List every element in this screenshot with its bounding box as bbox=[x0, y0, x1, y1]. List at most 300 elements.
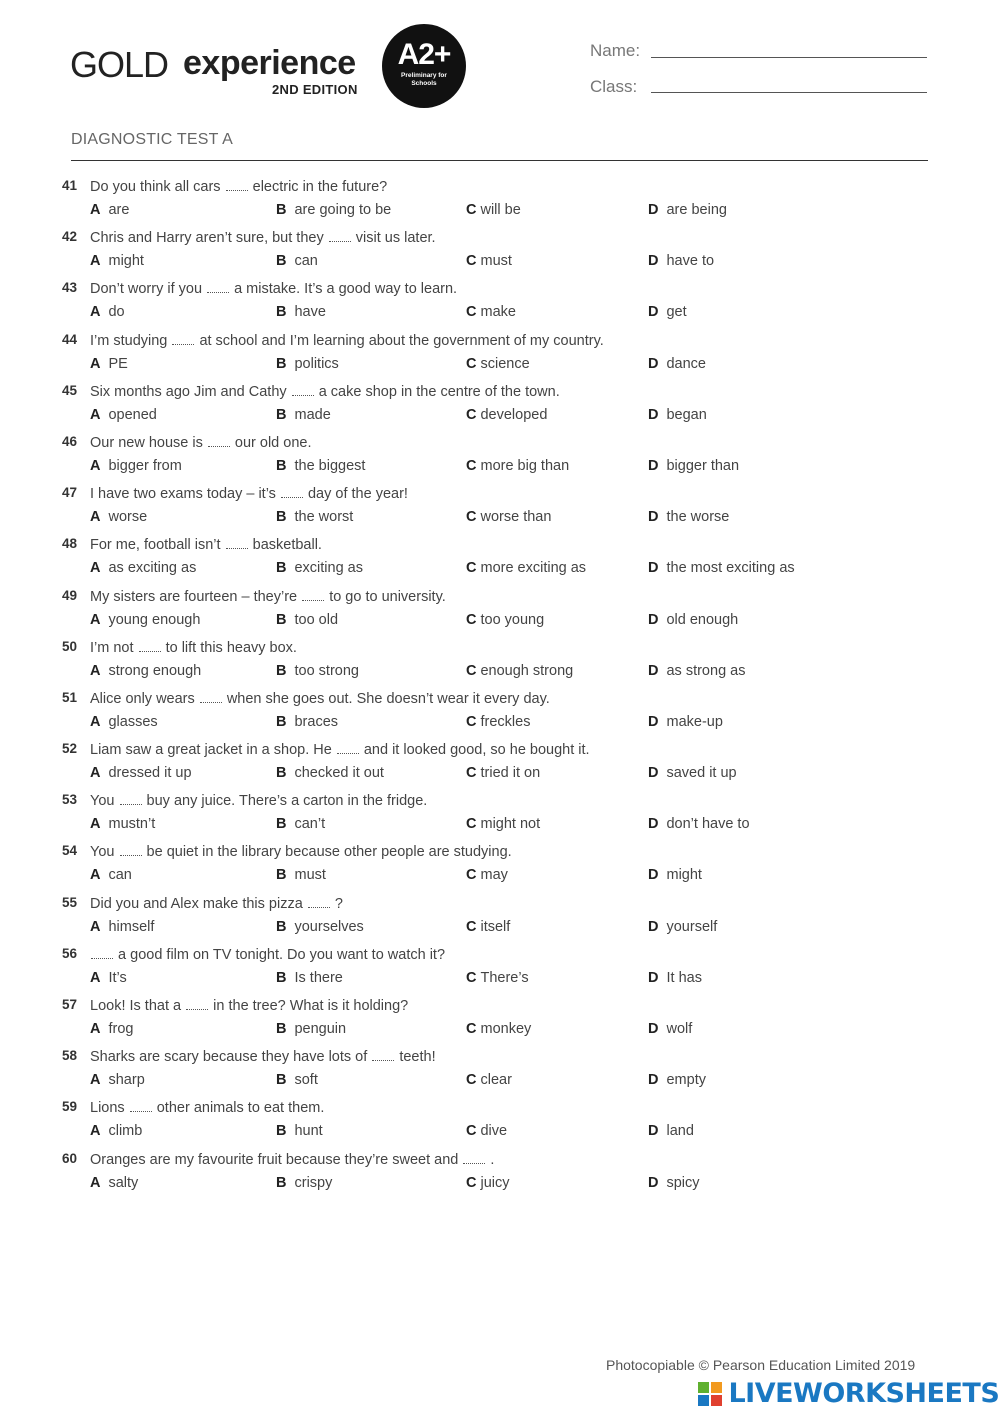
option-letter: D bbox=[648, 1174, 659, 1191]
question-text-before: Our new house is bbox=[90, 434, 203, 451]
option-letter: D bbox=[648, 304, 659, 321]
option-letter: B bbox=[276, 406, 287, 423]
option-text: might bbox=[108, 253, 144, 270]
option-letter: C bbox=[466, 1021, 477, 1037]
option-letter: D bbox=[648, 867, 659, 884]
question-number: 57 bbox=[62, 997, 78, 1012]
option-text: strong enough bbox=[108, 662, 202, 679]
question-text-after: other animals to eat them. bbox=[156, 1100, 325, 1117]
option-text: make bbox=[480, 304, 516, 321]
option-d[interactable] bbox=[648, 612, 738, 628]
option-c[interactable] bbox=[466, 816, 540, 832]
option-a[interactable] bbox=[90, 919, 154, 935]
option-letter: D bbox=[648, 457, 659, 474]
option-letter: A bbox=[90, 355, 101, 372]
answer-gap[interactable] bbox=[372, 1048, 394, 1061]
option-text: might bbox=[666, 867, 702, 884]
option-d[interactable] bbox=[648, 509, 729, 525]
option-c[interactable] bbox=[466, 714, 530, 730]
question-text bbox=[90, 1099, 324, 1116]
class-field[interactable] bbox=[651, 92, 927, 93]
option-letter: B bbox=[276, 816, 287, 833]
option-d[interactable] bbox=[648, 560, 795, 576]
option-text: tried it on bbox=[480, 765, 541, 782]
option-text: old enough bbox=[666, 611, 739, 628]
question-item bbox=[0, 1149, 1000, 1200]
brand-gold: GOLD bbox=[70, 44, 169, 85]
option-d[interactable] bbox=[648, 765, 737, 781]
option-a[interactable] bbox=[90, 1175, 138, 1191]
question-item bbox=[0, 995, 1000, 1046]
option-letter: A bbox=[90, 611, 101, 628]
option-letter: C bbox=[466, 304, 477, 321]
option-c[interactable] bbox=[466, 356, 530, 372]
option-c[interactable] bbox=[466, 919, 510, 935]
option-c[interactable] bbox=[466, 560, 586, 576]
option-letter: D bbox=[648, 560, 659, 577]
question-text bbox=[90, 639, 297, 656]
option-c[interactable] bbox=[466, 1123, 507, 1139]
option-d[interactable] bbox=[648, 202, 727, 218]
answer-gap[interactable] bbox=[130, 1099, 152, 1112]
option-text: dance bbox=[666, 355, 706, 372]
option-text: science bbox=[480, 355, 530, 372]
option-a[interactable] bbox=[90, 765, 192, 781]
option-c[interactable] bbox=[466, 304, 516, 320]
option-text: opened bbox=[108, 406, 157, 423]
option-text: too strong bbox=[294, 662, 359, 679]
question-text-after: and it looked good, so he bought it. bbox=[363, 742, 590, 759]
question-number: 60 bbox=[62, 1150, 78, 1166]
option-d[interactable] bbox=[648, 714, 723, 730]
answer-gap[interactable] bbox=[281, 485, 303, 498]
option-b[interactable] bbox=[276, 509, 353, 525]
option-letter: A bbox=[90, 1021, 101, 1037]
answer-gap[interactable] bbox=[226, 178, 248, 191]
answer-gap[interactable] bbox=[292, 383, 314, 396]
option-text: must bbox=[480, 253, 512, 270]
question-text-after: a good film on TV tonight. Do you want to watch it? bbox=[118, 946, 446, 963]
level-sublabel: Preliminary for Schools bbox=[401, 72, 447, 87]
option-text: are being bbox=[666, 202, 727, 218]
option-b[interactable] bbox=[276, 919, 364, 935]
option-b[interactable] bbox=[276, 253, 318, 269]
level-badge bbox=[382, 24, 466, 108]
option-text: climb bbox=[108, 1123, 143, 1140]
option-text: have to bbox=[666, 253, 715, 270]
answer-gap[interactable] bbox=[302, 588, 324, 601]
answer-gap[interactable] bbox=[200, 690, 222, 703]
option-text: spicy bbox=[666, 1174, 700, 1191]
option-text: saved it up bbox=[666, 765, 737, 782]
option-letter: A bbox=[90, 253, 101, 270]
option-a[interactable] bbox=[90, 714, 158, 730]
option-text: exciting as bbox=[294, 560, 363, 577]
answer-gap[interactable] bbox=[337, 741, 359, 754]
option-text: get bbox=[666, 304, 687, 321]
class-label: Class: bbox=[590, 77, 638, 96]
option-d[interactable] bbox=[648, 356, 706, 372]
option-a[interactable] bbox=[90, 612, 200, 628]
answer-gap[interactable] bbox=[139, 639, 161, 652]
option-c[interactable] bbox=[466, 765, 540, 781]
brand-experience: experience bbox=[183, 44, 356, 82]
option-letter: C bbox=[466, 1123, 477, 1140]
answer-gap[interactable] bbox=[91, 946, 113, 959]
question-text-before: For me, football isn’t bbox=[90, 537, 221, 554]
option-d[interactable] bbox=[648, 1021, 692, 1037]
option-text: bigger from bbox=[108, 457, 182, 474]
option-b[interactable] bbox=[276, 612, 338, 628]
option-d[interactable] bbox=[648, 304, 687, 320]
question-text-after: a cake shop in the centre of the town. bbox=[318, 383, 560, 400]
option-text: can’t bbox=[294, 816, 326, 833]
option-b[interactable] bbox=[276, 1021, 346, 1037]
option-letter: A bbox=[90, 1174, 101, 1191]
option-letter: B bbox=[276, 765, 287, 782]
option-letter: C bbox=[466, 969, 477, 986]
option-letter: C bbox=[466, 355, 477, 372]
option-b[interactable] bbox=[276, 560, 363, 576]
option-letter: D bbox=[648, 1021, 659, 1037]
option-b[interactable] bbox=[276, 1175, 332, 1191]
option-a[interactable] bbox=[90, 458, 182, 474]
question-item bbox=[0, 483, 1000, 534]
question-item bbox=[0, 944, 1000, 995]
option-d[interactable] bbox=[648, 458, 739, 474]
answer-gap[interactable] bbox=[120, 843, 142, 856]
option-text: dressed it up bbox=[108, 765, 192, 782]
option-letter: A bbox=[90, 713, 101, 730]
option-text: are going to be bbox=[294, 202, 392, 218]
option-b[interactable] bbox=[276, 765, 384, 781]
question-text bbox=[90, 792, 427, 809]
answer-gap[interactable] bbox=[208, 434, 230, 447]
option-text: the worst bbox=[294, 509, 354, 526]
option-letter: A bbox=[90, 202, 101, 218]
option-text: juicy bbox=[480, 1174, 510, 1191]
question-list bbox=[0, 176, 1000, 1200]
question-text bbox=[90, 997, 408, 1014]
option-letter: C bbox=[466, 1174, 477, 1191]
question-item bbox=[0, 227, 1000, 278]
option-letter: A bbox=[90, 509, 101, 526]
option-a[interactable] bbox=[90, 816, 155, 832]
option-text: young enough bbox=[108, 611, 201, 628]
option-b[interactable] bbox=[276, 1072, 318, 1088]
option-letter: C bbox=[466, 918, 477, 935]
option-c[interactable] bbox=[466, 970, 529, 986]
option-c[interactable] bbox=[466, 253, 512, 269]
answer-gap[interactable] bbox=[120, 792, 142, 805]
option-c[interactable] bbox=[466, 202, 521, 218]
answer-gap[interactable] bbox=[463, 1151, 485, 1164]
option-text: don’t have to bbox=[666, 816, 750, 833]
question-text-before: You bbox=[90, 844, 115, 861]
option-b[interactable] bbox=[276, 356, 339, 372]
option-d[interactable] bbox=[648, 867, 702, 883]
question-text-before: Look! Is that a bbox=[90, 998, 182, 1014]
name-label: Name: bbox=[590, 41, 641, 60]
answer-gap[interactable] bbox=[172, 332, 194, 345]
option-b[interactable] bbox=[276, 304, 326, 320]
option-a[interactable] bbox=[90, 560, 196, 576]
option-d[interactable] bbox=[648, 970, 702, 986]
option-text: penguin bbox=[294, 1021, 347, 1037]
option-letter: A bbox=[90, 304, 101, 321]
edition-label: 2ND EDITION bbox=[272, 82, 358, 97]
option-b[interactable] bbox=[276, 663, 359, 679]
option-d[interactable] bbox=[648, 407, 707, 423]
question-number: 54 bbox=[62, 843, 78, 859]
option-b[interactable] bbox=[276, 202, 391, 218]
question-text bbox=[90, 1151, 494, 1168]
option-letter: B bbox=[276, 202, 287, 218]
option-text: enough strong bbox=[480, 662, 574, 679]
option-d[interactable] bbox=[648, 919, 717, 935]
answer-gap[interactable] bbox=[207, 280, 229, 293]
option-letter: A bbox=[90, 1072, 101, 1089]
option-letter: D bbox=[648, 1123, 659, 1140]
question-text bbox=[90, 485, 408, 502]
option-c[interactable] bbox=[466, 509, 551, 525]
option-text: will be bbox=[480, 202, 521, 218]
question-text bbox=[90, 178, 387, 195]
question-text-before: You bbox=[90, 793, 115, 810]
option-letter: B bbox=[276, 560, 287, 577]
option-text: There’s bbox=[480, 969, 529, 986]
option-c[interactable] bbox=[466, 1072, 512, 1088]
option-a[interactable] bbox=[90, 202, 129, 218]
option-text: braces bbox=[294, 713, 339, 730]
option-text: bigger than bbox=[666, 457, 740, 474]
question-item bbox=[0, 586, 1000, 637]
option-letter: D bbox=[648, 969, 659, 986]
option-text: clear bbox=[480, 1072, 512, 1089]
option-letter: B bbox=[276, 867, 287, 884]
option-letter: D bbox=[648, 509, 659, 526]
option-text: might not bbox=[480, 816, 541, 833]
question-item bbox=[0, 739, 1000, 790]
option-text: make-up bbox=[666, 713, 723, 730]
option-b[interactable] bbox=[276, 970, 343, 986]
question-text-before: I’m not bbox=[90, 639, 134, 656]
option-text: the biggest bbox=[294, 457, 366, 474]
question-item bbox=[0, 790, 1000, 841]
option-b[interactable] bbox=[276, 714, 338, 730]
option-letter: B bbox=[276, 969, 287, 986]
question-text-before: Alice only wears bbox=[90, 690, 195, 707]
question-text-before: Don’t worry if you bbox=[90, 281, 203, 298]
question-text-before: I’m studying bbox=[90, 332, 168, 349]
option-letter: C bbox=[466, 765, 477, 782]
question-item bbox=[0, 278, 1000, 329]
question-text-after: be quiet in the library because other people are studying. bbox=[146, 844, 512, 861]
question-number: 46 bbox=[62, 433, 78, 449]
option-a[interactable] bbox=[90, 867, 132, 883]
option-a[interactable] bbox=[90, 304, 125, 320]
option-a[interactable] bbox=[90, 970, 127, 986]
option-a[interactable] bbox=[90, 663, 201, 679]
option-letter: B bbox=[276, 1174, 287, 1191]
question-item bbox=[0, 1046, 1000, 1097]
option-text: It has bbox=[666, 969, 702, 986]
question-number: 48 bbox=[62, 536, 78, 552]
option-a[interactable] bbox=[90, 1123, 142, 1139]
option-letter: D bbox=[648, 765, 659, 782]
option-d[interactable] bbox=[648, 1175, 700, 1191]
option-c[interactable] bbox=[466, 1175, 510, 1191]
question-text bbox=[90, 588, 446, 605]
question-text-after: electric in the future? bbox=[252, 179, 388, 195]
option-b[interactable] bbox=[276, 816, 325, 832]
question-text-before: I have two exams today – it’s bbox=[90, 486, 276, 503]
option-b[interactable] bbox=[276, 867, 326, 883]
option-letter: C bbox=[466, 867, 477, 884]
option-letter: B bbox=[276, 1072, 287, 1089]
option-c[interactable] bbox=[466, 407, 547, 423]
option-text: itself bbox=[480, 918, 511, 935]
option-a[interactable] bbox=[90, 509, 147, 525]
option-text: as strong as bbox=[666, 662, 746, 679]
question-item bbox=[0, 534, 1000, 585]
question-text-before: Lions bbox=[90, 1100, 125, 1117]
option-letter: C bbox=[466, 509, 477, 526]
question-text-before: Liam saw a great jacket in a shop. He bbox=[90, 742, 332, 759]
question-text-after: a mistake. It’s a good way to learn. bbox=[234, 281, 458, 298]
option-letter: D bbox=[648, 1072, 659, 1089]
question-item bbox=[0, 176, 1000, 227]
option-text: can bbox=[108, 867, 132, 884]
option-text: have bbox=[294, 304, 326, 321]
option-letter: A bbox=[90, 816, 101, 833]
option-letter: B bbox=[276, 662, 287, 679]
liveworksheets-watermark bbox=[698, 1378, 999, 1408]
option-text: yourselves bbox=[294, 918, 364, 935]
question-text bbox=[90, 1048, 436, 1065]
option-text: as exciting as bbox=[108, 560, 197, 577]
option-a[interactable] bbox=[90, 407, 157, 423]
option-b[interactable] bbox=[276, 1123, 323, 1139]
option-a[interactable] bbox=[90, 356, 128, 372]
option-letter: C bbox=[466, 713, 477, 730]
question-number: 43 bbox=[62, 280, 78, 296]
question-text-after: in the tree? What is it holding? bbox=[213, 998, 409, 1014]
option-letter: B bbox=[276, 918, 287, 935]
answer-gap[interactable] bbox=[308, 895, 330, 908]
question-item bbox=[0, 330, 1000, 381]
option-text: mustn’t bbox=[108, 816, 156, 833]
question-text-before: My sisters are fourteen – they’re bbox=[90, 588, 298, 605]
option-c[interactable] bbox=[466, 612, 544, 628]
header-divider bbox=[71, 160, 928, 161]
copyright-notice: Photocopiable © Pearson Education Limited 2019 bbox=[606, 1357, 916, 1373]
option-a[interactable] bbox=[90, 253, 144, 269]
question-text-before: Chris and Harry aren’t sure, but they bbox=[90, 230, 324, 247]
question-number: 59 bbox=[62, 1099, 78, 1115]
question-text bbox=[90, 383, 560, 400]
option-c[interactable] bbox=[466, 867, 508, 883]
option-letter: D bbox=[648, 816, 659, 833]
option-letter: D bbox=[648, 253, 659, 270]
option-c[interactable] bbox=[466, 1021, 531, 1037]
question-text-before: Six months ago Jim and Cathy bbox=[90, 383, 287, 400]
question-number: 56 bbox=[62, 945, 78, 961]
liveworksheets-wordmark: LIVEWORKSHEETS bbox=[728, 1378, 1000, 1409]
name-field[interactable] bbox=[651, 57, 927, 58]
option-d[interactable] bbox=[648, 253, 714, 269]
question-text-before: Oranges are my favourite fruit because they’re sweet and bbox=[90, 1151, 459, 1168]
answer-gap[interactable] bbox=[329, 229, 351, 242]
question-text-before: Sharks are scary because they have lots of bbox=[90, 1049, 368, 1066]
option-c[interactable] bbox=[466, 663, 573, 679]
option-c[interactable] bbox=[466, 458, 569, 474]
option-letter: A bbox=[90, 1123, 101, 1140]
option-letter: D bbox=[648, 713, 659, 730]
option-b[interactable] bbox=[276, 407, 331, 423]
option-text: crispy bbox=[294, 1174, 333, 1191]
option-b[interactable] bbox=[276, 458, 365, 474]
option-text: sharp bbox=[108, 1072, 145, 1089]
option-d[interactable] bbox=[648, 816, 750, 832]
test-title: DIAGNOSTIC TEST A bbox=[71, 131, 233, 148]
option-text: must bbox=[294, 867, 326, 884]
question-text bbox=[90, 741, 590, 758]
question-item bbox=[0, 637, 1000, 688]
question-text-after: basketball. bbox=[252, 537, 322, 554]
option-letter: A bbox=[90, 560, 101, 577]
question-number: 45 bbox=[62, 382, 78, 398]
option-text: It’s bbox=[108, 969, 127, 986]
question-text-after: at school and I’m learning about the government of my country. bbox=[199, 332, 604, 349]
option-text: the worse bbox=[666, 509, 730, 526]
option-d[interactable] bbox=[648, 1123, 694, 1139]
answer-gap[interactable] bbox=[226, 536, 248, 549]
option-letter: D bbox=[648, 355, 659, 372]
option-text: can bbox=[294, 253, 318, 270]
option-text: dive bbox=[480, 1123, 508, 1140]
option-text: developed bbox=[480, 406, 548, 423]
option-text: wolf bbox=[666, 1021, 693, 1037]
option-letter: B bbox=[276, 304, 287, 321]
question-text bbox=[90, 895, 343, 912]
option-d[interactable] bbox=[648, 663, 745, 679]
question-text-after: buy any juice. There’s a carton in the fridge. bbox=[146, 793, 428, 810]
option-letter: B bbox=[276, 457, 287, 474]
question-text bbox=[90, 536, 322, 553]
option-a[interactable] bbox=[90, 1072, 145, 1088]
option-letter: C bbox=[466, 457, 477, 474]
option-text: checked it out bbox=[294, 765, 384, 782]
option-text: land bbox=[666, 1123, 694, 1140]
question-text-after: to go to university. bbox=[329, 588, 446, 605]
option-d[interactable] bbox=[648, 1072, 706, 1088]
option-letter: B bbox=[276, 1021, 287, 1037]
option-letter: B bbox=[276, 509, 287, 526]
option-text: salty bbox=[108, 1174, 139, 1191]
level-label: A2+ bbox=[397, 38, 451, 71]
option-text: soft bbox=[294, 1072, 318, 1089]
option-letter: A bbox=[90, 457, 101, 474]
option-text: hunt bbox=[294, 1123, 323, 1140]
option-letter: A bbox=[90, 662, 101, 679]
question-number: 52 bbox=[62, 741, 78, 757]
question-text-after: teeth! bbox=[399, 1049, 436, 1066]
question-text-after: to lift this heavy box. bbox=[165, 639, 297, 656]
option-a[interactable] bbox=[90, 1021, 133, 1037]
question-text bbox=[90, 434, 312, 451]
answer-gap[interactable] bbox=[186, 997, 208, 1010]
